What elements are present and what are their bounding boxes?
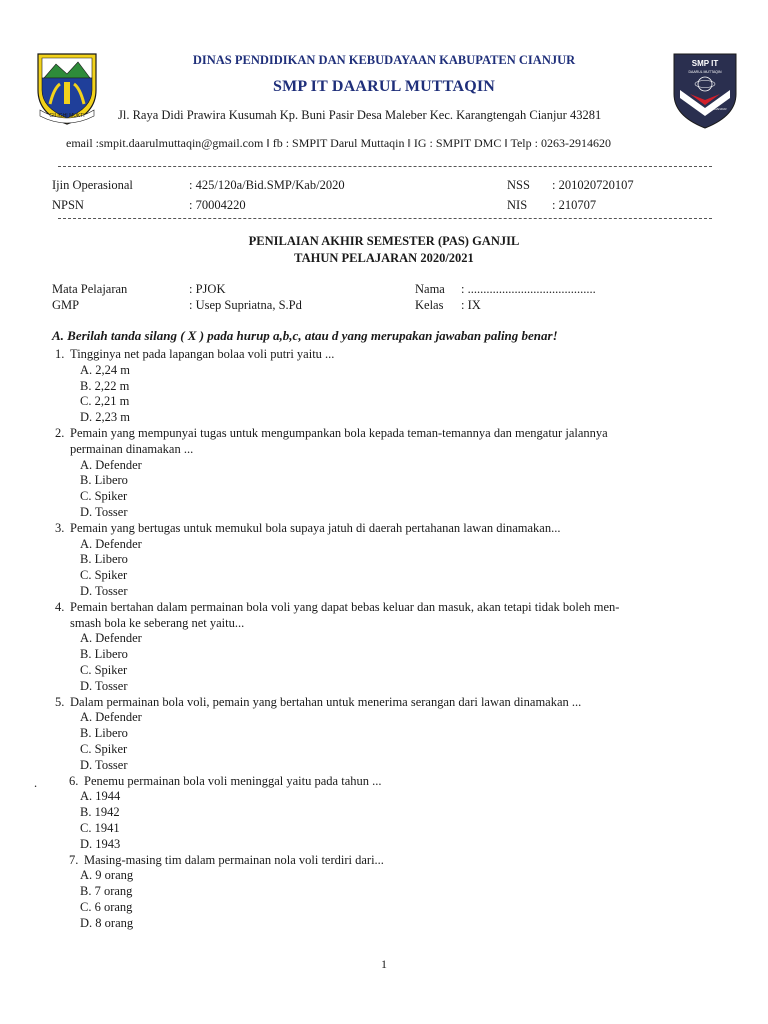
answer-option[interactable]: B. 1942: [80, 805, 120, 820]
question-text: Dalam permainan bola voli, pemain yang bertahan untuk menerima serangan dari lawan dinamakan ...: [70, 694, 582, 709]
school-badge-bottom: CIANJUR: [713, 107, 727, 111]
question-text: Pemain yang bertugas untuk memukul bola supaya jatuh di daerah pertahanan lawan dinamakan...: [70, 520, 561, 535]
answer-option[interactable]: A. 9 orang: [80, 868, 134, 883]
question-number: 7.: [69, 852, 79, 867]
ijin-label: Ijin Operasional: [52, 178, 133, 192]
answer-option[interactable]: B. Libero: [80, 726, 128, 741]
question-text: permainan dinamakan ...: [70, 441, 194, 456]
question-text: Tingginya net pada lapangan bolaa voli putri yaitu ...: [70, 347, 335, 361]
nis-value: : 210707: [552, 198, 597, 212]
question-text: Penemu permainan bola voli meninggal yaitu pada tahun ...: [84, 773, 382, 788]
answer-option[interactable]: D. 1943: [80, 836, 121, 851]
question-number: 6.: [69, 773, 79, 788]
question-number: 4.: [55, 599, 65, 614]
answer-option[interactable]: A. Defender: [80, 631, 142, 646]
ijin-value: : 425/120a/Bid.SMP/Kab/2020: [189, 178, 345, 192]
question-text: Pemain bertahan dalam permainan bola voli yang dapat bebas keluar dan masuk, akan tetapi tidak boleh men-: [70, 599, 620, 614]
answer-option[interactable]: A. Defender: [80, 536, 142, 551]
class-label: Kelas: [415, 298, 444, 312]
answer-option[interactable]: C. 2,21 m: [80, 394, 130, 409]
answer-option[interactable]: C. Spiker: [80, 568, 128, 583]
section-a-instruction: A. Berilah tanda silang ( X ) pada hurup a,b,c, atau d yang merupakan jawaban paling benar!: [52, 328, 558, 343]
name-label: Nama: [415, 282, 445, 296]
class-value: : IX: [461, 298, 481, 312]
school-name: SMP IT DAARUL MUTTAQIN: [272, 78, 496, 95]
answer-option[interactable]: D. Tosser: [80, 584, 128, 598]
exam-title: PENILAIAN AKHIR SEMESTER (PAS) GANJIL: [248, 234, 520, 248]
answer-option[interactable]: B. 7 orang: [80, 884, 133, 899]
npsn-value: : 70004220: [189, 198, 246, 212]
exam-year: TAHUN PELAJARAN 2020/2021: [294, 251, 474, 265]
answer-option[interactable]: D. 8 orang: [80, 915, 134, 930]
answer-option[interactable]: C. Spiker: [80, 742, 128, 756]
question-number: 2.: [55, 426, 65, 440]
school-contact: email :smpit.daarulmuttaqin@gmail.com ǁ fb : SMPIT Darul Muttaqin ǁ IG : SMPIT DMC ǁ Telp : 0263-2914620: [66, 136, 611, 150]
answer-option[interactable]: C. 6 orang: [80, 900, 133, 914]
regency-emblem-text: GILIGHI MUKTI: [49, 113, 85, 119]
agency-name: DINAS PENDIDIKAN DAN KEBUDAYAAN KABUPATEN CIANJUR: [192, 53, 576, 67]
answer-option[interactable]: B. Libero: [80, 647, 128, 662]
answer-option[interactable]: A. Defender: [80, 710, 142, 725]
divider-top: [58, 166, 712, 167]
stray-dot: .: [34, 776, 38, 790]
question-text: smash bola ke seberang net yaitu...: [70, 615, 245, 630]
school-badge-subtitle: DAARUL MUTTAQIN: [688, 70, 722, 74]
name-value: : .........................................: [461, 282, 596, 296]
teacher-label: GMP: [52, 298, 80, 312]
question-number: 3.: [55, 520, 65, 535]
answer-option[interactable]: C. Spiker: [80, 489, 128, 504]
school-badge-title: SMP IT: [691, 59, 719, 68]
answer-option[interactable]: C. 1941: [80, 821, 120, 835]
answer-option[interactable]: D. Tosser: [80, 505, 128, 519]
answer-option[interactable]: D. Tosser: [80, 757, 128, 772]
answer-option[interactable]: A. Defender: [80, 457, 142, 472]
question-text: Masing-masing tim dalam permainan nola voli terdiri dari...: [84, 852, 384, 867]
school-address: Jl. Raya Didi Prawira Kusumah Kp. Buni Pasir Desa Maleber Kec. Karangtengah Cianjur 43281: [118, 108, 602, 122]
npsn-label: NPSN: [52, 198, 84, 212]
answer-option[interactable]: B. 2,22 m: [80, 378, 130, 393]
nss-value: : 201020720107: [552, 178, 634, 192]
question-text: Pemain yang mempunyai tugas untuk mengumpankan bola kepada teman-temannya dan mengatur jalannya: [70, 426, 608, 440]
answer-option[interactable]: A. 2,24 m: [80, 362, 130, 377]
answer-option[interactable]: D. Tosser: [80, 678, 128, 693]
answer-option[interactable]: A. 1944: [80, 789, 121, 804]
divider-bottom: [58, 218, 712, 219]
answer-option[interactable]: C. Spiker: [80, 663, 128, 677]
subject-label: Mata Pelajaran: [52, 282, 128, 296]
page-number: 1: [381, 957, 387, 971]
teacher-value: : Usep Supriatna, S.Pd: [189, 298, 302, 312]
nis-label: NIS: [507, 198, 528, 212]
answer-option[interactable]: B. Libero: [80, 473, 128, 488]
question-number: 1.: [55, 347, 65, 361]
answer-option[interactable]: B. Libero: [80, 552, 128, 567]
question-number: 5.: [55, 694, 65, 709]
nss-label: NSS: [507, 178, 530, 192]
answer-option[interactable]: D. 2,23 m: [80, 410, 130, 425]
subject-value: : PJOK: [189, 282, 226, 296]
